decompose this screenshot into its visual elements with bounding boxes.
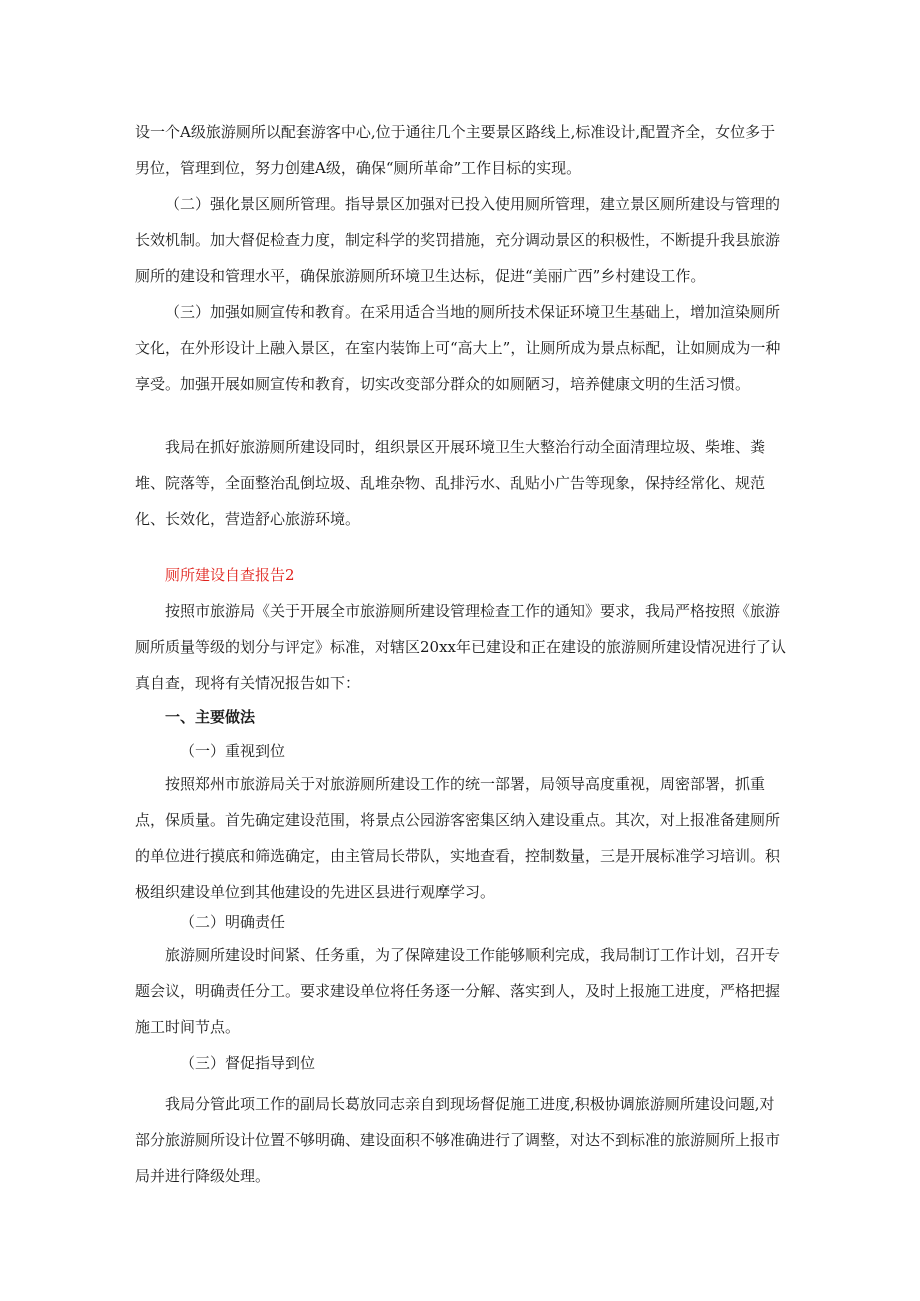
subsection-3-heading: （三）督促指导到位 xyxy=(180,1054,316,1072)
subsection-2-heading: （二）明确责任 xyxy=(180,913,286,931)
subsection-3-body: 我局分管此项工作的副局长葛放同志亲自到现场督促施工进度,积极协调旅游厕所建设问题,对部分旅游厕所设计位置不够明确、建设面积不够准确进行了调整，对达不到标准的旅游厕所上报市局并进行降级处理。 xyxy=(135,1095,781,1185)
point-3-paragraph: （三）加强如厕宣传和教育。在采用适合当地的厕所技术保证环境卫生基础上，增加渲染厕所文化，在外形设计上融入景区，在室内装饰上可“高大上”，让厕所成为景点标配，让如厕成为一种享受。加强开展如厕宣传和教育，切实改变部分群众的如厕陋习，培养健康文明的生活习惯。 xyxy=(135,303,781,393)
subsection-1-body: 按照郑州市旅游局关于对旅游厕所建设工作的统一部署，局领导高度重视，周密部署，抓重点，保质量。首先确定建设范围，将景点公园游客密集区纳入建设重点。其次，对上报准备建厕所的单位进行摸底和筛选确定，由主管局长带队，实地查看，控制数量，三是开展标准学习培训。积极组织建设单位到其他建设的先进区县进行观摩学习。 xyxy=(135,775,781,901)
subsection-1-heading: （一）重视到位 xyxy=(180,742,286,760)
report-2-title: 厕所建设自查报告2 xyxy=(165,566,295,584)
closing-paragraph: 我局在抓好旅游厕所建设同时，组织景区开展环境卫生大整治行动全面清理垃圾、柴堆、粪堆、院落等，全面整治乱倒垃圾、乱堆杂物、乱排污水、乱贴小广告等现象，保持经常化、规范化、长效化，营造舒心旅游环境。 xyxy=(135,438,766,528)
point-2-paragraph: （二）强化景区厕所管理。指导景区加强对已投入使用厕所管理，建立景区厕所建设与管理的长效机制。加大督促检查力度，制定科学的奖罚措施，充分调动景区的积极性，不断提升我县旅游厕所的建设和管理水平，确保旅游厕所环境卫生达标，促进“美丽广西”乡村建设工作。 xyxy=(135,195,781,285)
subsection-2-body: 旅游厕所建设时间紧、任务重，为了保障建设工作能够顺利完成，我局制订工作计划，召开专题会议，明确责任分工。要求建设单位将任务逐一分解、落实到人，及时上报施工进度，严格把握施工时间节点。 xyxy=(135,946,781,1036)
report-2-intro: 按照市旅游局《关于开展全市旅游厕所建设管理检查工作的通知》要求，我局严格按照《旅游厕所质量等级的划分与评定》标准，对辖区20xx年已建设和正在建设的旅游厕所建设情况进行了认真自查，现将有关情况报告如下： xyxy=(135,602,787,692)
section-1-heading: 一、主要做法 xyxy=(165,708,256,726)
continuation-paragraph: 设一个A级旅游厕所以配套游客中心,位于通往几个主要景区路线上,标准设计,配置齐全，女位多于男位，管理到位，努力创建A级，确保“厕所革命”工作目标的实现。 xyxy=(135,123,776,177)
